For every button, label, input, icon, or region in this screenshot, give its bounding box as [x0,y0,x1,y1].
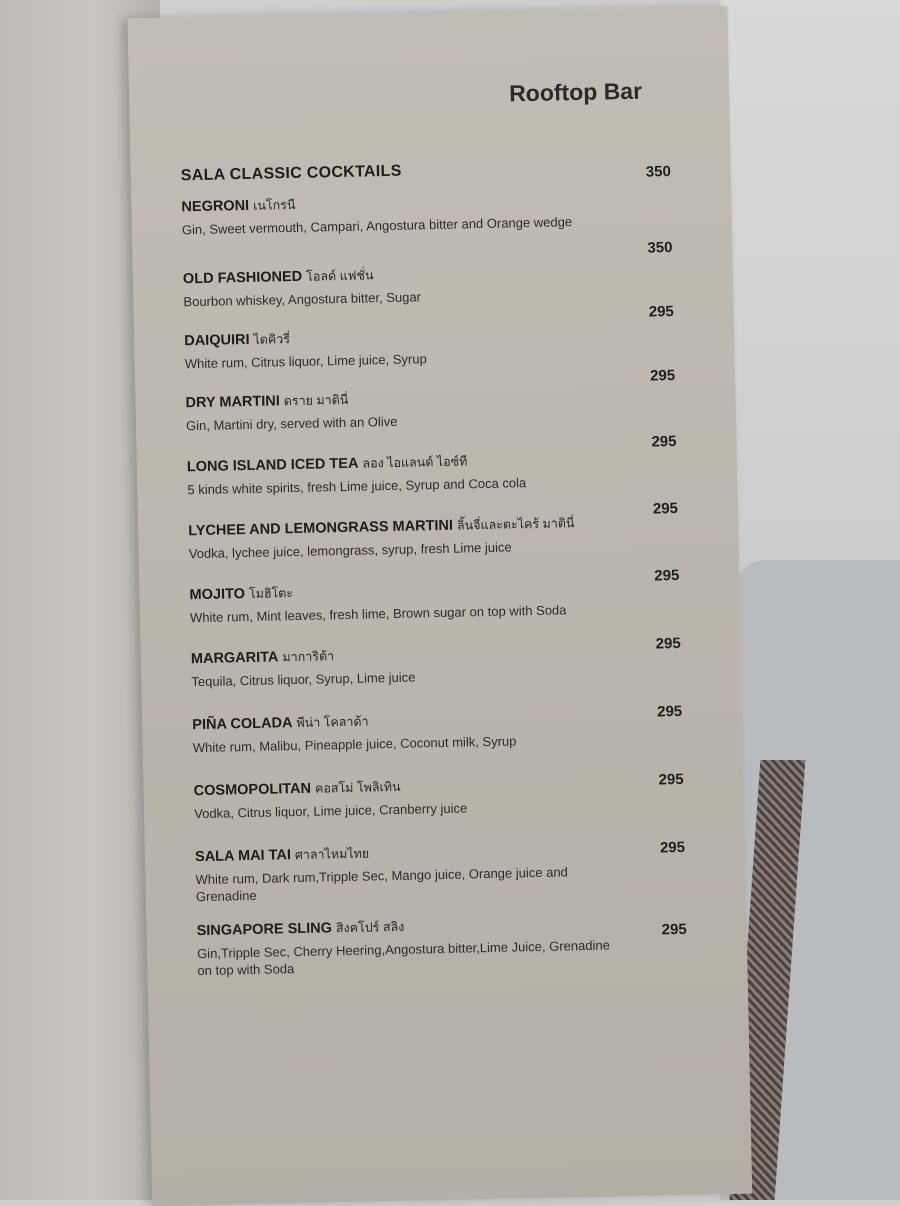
item-thai-name: คอสโม่ โพลิเทิน [314,779,401,796]
item-name: PIÑA COLADA [192,715,293,734]
item-name: SALA MAI TAI [194,847,292,866]
menu-item-margarita [191,640,612,690]
menu-page [128,6,753,1206]
item-thai-name: มาการิต้า [282,649,335,665]
menu-item-negroni [181,189,602,239]
menu-item-daiquiri [184,323,605,373]
item-thai-name: โอลด์ แฟชั่น [306,268,374,284]
item-description: White rum, Mint leaves, fresh lime, Brown sugar on top with Soda [189,602,567,626]
item-price: 295 [656,702,683,721]
section-title: SALA CLASSIC COCKTAILS [180,162,402,185]
item-thai-name: ดราย มาตินี่ [283,392,349,409]
menu-item-cosmopolitan [193,772,614,822]
item-thai-name: ศาลาไหมไทย [294,846,370,863]
item-price: 295 [648,303,674,321]
item-price: 295 [661,920,687,939]
item-price: 295 [651,433,677,451]
item-description: White rum, Citrus liquor, Lime juice, Syrup [184,351,427,372]
menu-item-singapore-sling [196,912,617,979]
item-description: Gin, Martini dry, served with an Olive [185,413,398,434]
item-thai-name: สิงคโปร์ สลิง [335,919,405,936]
item-thai-name: เนโกรนี [252,197,296,213]
item-price: 295 [658,770,684,789]
menu-item-dry-martini [185,384,606,434]
item-price: 295 [655,634,681,653]
item-price: 295 [649,367,676,385]
item-description: Gin, Sweet vermouth, Campari, Angostura bitter and Orange wedge [181,214,573,238]
menu-item-pina-colada [192,706,613,756]
item-description: Vodka, lychee juice, lemongrass, syrup, fresh Lime juice [188,539,512,562]
item-name: MOJITO [189,586,246,604]
item-name: COSMOPOLITAN [193,780,312,800]
item-name: LYCHEE AND LEMONGRASS MARTINI [188,517,454,540]
item-price: 295 [654,566,680,585]
item-thai-name: พีน่า โคลาด้า [296,714,369,731]
item-name: MARGARITA [190,649,279,668]
item-name: OLD FASHIONED [182,268,303,288]
item-name: LONG ISLAND ICED TEA [186,455,359,476]
menu-item-mai-tai [195,838,616,905]
item-name: DAIQUIRI [184,331,250,350]
item-description: 5 kinds white spirits, fresh Lime juice, Syrup and Coca cola [187,475,527,498]
item-price: 295 [659,838,686,857]
item-price: 295 [652,499,679,518]
item-thai-name: ลอง ไอแลนด์ ไอซ์ที [362,454,468,471]
menu-item-mojito [189,576,610,626]
item-name: DRY MARTINI [185,393,280,412]
item-thai-name: ไดคิวรี่ [253,332,291,347]
item-description: Tequila, Citrus liquor, Syrup, Lime juice [191,669,416,690]
item-name: NEGRONI [181,197,250,216]
item-description: Gin,Tripple Sec, Cherry Heering,Angostura bitter,Lime Juice, Grenadine on top with Soda [196,937,610,979]
menu-item-long-island [187,448,608,498]
item-thai-name: ลิ้นจี่และตะไคร้ มาตินี่ [456,516,575,533]
item-price: 350 [645,163,672,181]
item-description: White rum, Dark rum,Tripple Sec, Mango juice, Orange juice and Grenadine [195,864,568,905]
item-name: SINGAPORE SLING [196,920,333,940]
menu-item-lychee-martini [188,512,609,562]
menu-title: Rooftop Bar [508,77,643,107]
item-description: White rum, Malibu, Pineapple juice, Coconut milk, Syrup [192,733,517,756]
menu-item-old-fashioned [183,261,604,311]
item-thai-name: โมฮิโตะ [248,586,294,601]
item-description: Bourbon whiskey, Angostura bitter, Sugar [183,289,422,310]
item-price: 350 [647,239,673,257]
item-description: Vodka, Citrus liquor, Lime juice, Cranberry juice [194,800,468,822]
